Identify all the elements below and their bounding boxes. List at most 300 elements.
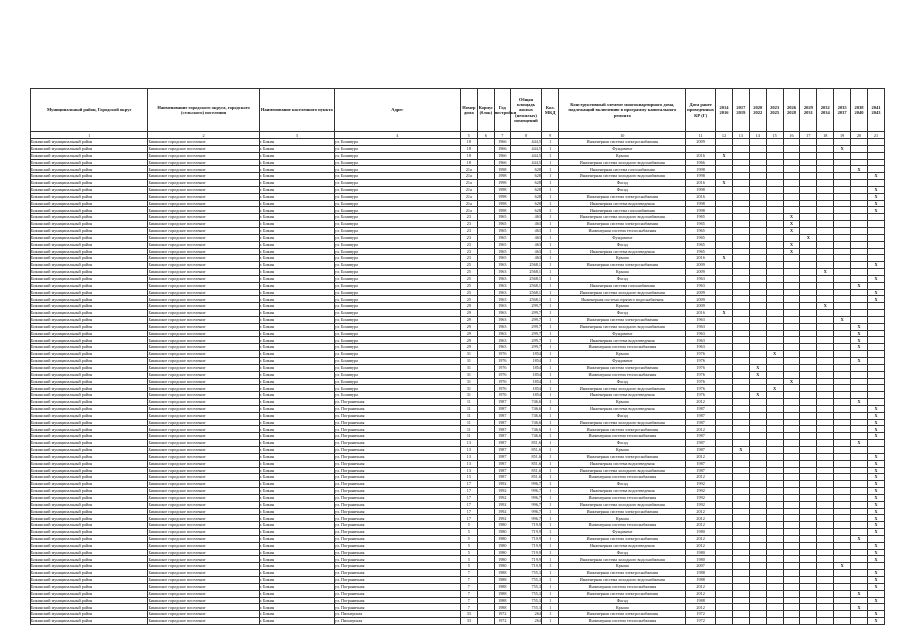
period-cell: [817, 440, 834, 447]
period-cell: [817, 344, 834, 351]
area-cell: 746,6: [511, 399, 542, 406]
mkd-count-cell: 1: [541, 227, 559, 234]
period-cell: [851, 241, 868, 248]
period-cell: [800, 583, 817, 590]
period-cell: [766, 604, 783, 611]
settlement-cell: Бикинское городское поселение: [148, 351, 259, 358]
period-cell: [817, 412, 834, 419]
prev-repair-year-cell: 2016: [686, 310, 716, 317]
period-cell: [834, 556, 851, 563]
house-number-cell: 21а: [460, 180, 478, 187]
house-number-cell: 13: [460, 460, 478, 467]
element-cell: Фасад: [559, 180, 686, 187]
period-cell: [732, 282, 749, 289]
period-cell: [732, 248, 749, 255]
area-cell: 851,6: [511, 440, 542, 447]
house-number-cell: 29: [460, 323, 478, 330]
period-cell: [834, 351, 851, 358]
period-cell: [766, 618, 783, 625]
period-cell: [749, 611, 766, 618]
period-cell: X: [851, 166, 868, 173]
prev-repair-year-cell: 1992: [686, 494, 716, 501]
mkd-count-cell: 1: [541, 173, 559, 180]
period-cell: [800, 399, 817, 406]
table-row: [31, 139, 885, 146]
settlement-cell: Бикинское городское поселение: [148, 364, 259, 371]
mkd-count-cell: 1: [541, 344, 559, 351]
period-cell: [766, 221, 783, 228]
year-built-cell: 1987: [494, 467, 510, 474]
house-number-cell: 18: [460, 139, 478, 146]
period-cell: [800, 549, 817, 556]
period-cell: [800, 310, 817, 317]
settlement-cell: Бикинское городское поселение: [148, 166, 259, 173]
period-cell: [749, 405, 766, 412]
town-cell: г. Бикин: [259, 433, 334, 440]
period-cell: [834, 405, 851, 412]
element-cell: Инженерная система горячего водоснабжения: [559, 296, 686, 303]
year-built-cell: 1965: [494, 221, 510, 228]
element-cell: Инженерная система теплоснабжения: [559, 522, 686, 529]
period-cell: [732, 152, 749, 159]
period-cell: [732, 467, 749, 474]
street-cell: ул. Пограничная: [334, 583, 460, 590]
period-cell: [867, 378, 884, 385]
element-cell: Крыша: [559, 399, 686, 406]
period-cell: [834, 590, 851, 597]
area-cell: 2568,1: [511, 289, 542, 296]
column-header: 2029 2031: [800, 89, 817, 132]
period-cell: [834, 392, 851, 399]
prev-repair-year-cell: 1976: [686, 378, 716, 385]
table-row: [31, 467, 885, 474]
period-cell: [800, 488, 817, 495]
period-cell: [834, 180, 851, 187]
table-row: [31, 214, 885, 221]
area-cell: 755,3: [511, 597, 542, 604]
house-number-cell: 21а: [460, 186, 478, 193]
period-cell: [817, 221, 834, 228]
period-cell: [749, 460, 766, 467]
period-cell: [783, 310, 800, 317]
element-cell: Инженерная система электроснабжения: [559, 508, 686, 515]
house-number-cell: 11: [460, 433, 478, 440]
street-cell: ул. Бонивура: [334, 248, 460, 255]
area-cell: 444,5: [511, 159, 542, 166]
mkd-count-cell: 1: [541, 186, 559, 193]
year-built-cell: 1992: [494, 488, 510, 495]
period-cell: [749, 152, 766, 159]
column-header: 2020 2022: [749, 89, 766, 132]
settlement-cell: Бикинское городское поселение: [148, 433, 259, 440]
period-cell: [732, 358, 749, 365]
period-cell: [716, 522, 733, 529]
period-cell: [800, 248, 817, 255]
table-row: [31, 535, 885, 542]
element-cell: Фундамент: [559, 358, 686, 365]
table-row: [31, 330, 885, 337]
period-cell: X: [867, 494, 884, 501]
element-cell: Инженерная система электроснабжения: [559, 590, 686, 597]
period-cell: [867, 440, 884, 447]
period-cell: [867, 269, 884, 276]
building-cell: [478, 508, 494, 515]
building-cell: [478, 275, 494, 282]
period-cell: [783, 159, 800, 166]
prev-repair-year-cell: 1965: [686, 241, 716, 248]
period-cell: [817, 460, 834, 467]
prev-repair-year-cell: 2007: [686, 563, 716, 570]
year-built-cell: 1972: [494, 618, 510, 625]
building-cell: [478, 529, 494, 536]
district-cell: Бикинский муниципальный район: [31, 440, 148, 447]
period-cell: [749, 282, 766, 289]
district-cell: Бикинский муниципальный район: [31, 577, 148, 584]
period-cell: [783, 426, 800, 433]
period-cell: [817, 563, 834, 570]
settlement-cell: Бикинское городское поселение: [148, 583, 259, 590]
period-cell: [817, 481, 834, 488]
period-cell: [749, 549, 766, 556]
street-cell: ул. Бонивура: [334, 282, 460, 289]
table-row: [31, 549, 885, 556]
year-built-cell: 1988: [494, 597, 510, 604]
district-cell: Бикинский муниципальный район: [31, 262, 148, 269]
element-cell: Инженерная система теплоснабжения: [559, 583, 686, 590]
period-cell: [851, 303, 868, 310]
period-cell: X: [867, 433, 884, 440]
mkd-count-cell: 1: [541, 358, 559, 365]
prev-repair-year-cell: 1976: [686, 392, 716, 399]
table-row: [31, 481, 885, 488]
district-cell: Бикинский муниципальный район: [31, 337, 148, 344]
element-cell: Инженерная система газоснабжения: [559, 166, 686, 173]
period-cell: [766, 412, 783, 419]
period-cell: [766, 159, 783, 166]
year-built-cell: 1972: [494, 611, 510, 618]
period-cell: [834, 255, 851, 262]
district-cell: Бикинский муниципальный район: [31, 310, 148, 317]
prev-repair-year-cell: 1987: [686, 433, 716, 440]
year-built-cell: 1965: [494, 255, 510, 262]
street-cell: ул. Пограничная: [334, 474, 460, 481]
element-cell: Инженерная система теплоснабжения: [559, 618, 686, 625]
period-cell: [766, 515, 783, 522]
district-cell: Бикинский муниципальный район: [31, 467, 148, 474]
period-cell: [817, 234, 834, 241]
period-cell: [716, 241, 733, 248]
period-cell: [834, 310, 851, 317]
mkd-count-cell: 1: [541, 269, 559, 276]
period-cell: [732, 323, 749, 330]
area-cell: 1854: [511, 371, 542, 378]
period-cell: X: [867, 460, 884, 467]
period-cell: [800, 337, 817, 344]
town-cell: г. Бикин: [259, 481, 334, 488]
period-cell: [783, 474, 800, 481]
period-cell: [851, 570, 868, 577]
period-cell: [800, 289, 817, 296]
town-cell: г. Бикин: [259, 316, 334, 323]
street-cell: ул. Пограничная: [334, 419, 460, 426]
house-number-cell: 23: [460, 241, 478, 248]
street-cell: ул. Бонивура: [334, 152, 460, 159]
settlement-cell: Бикинское городское поселение: [148, 282, 259, 289]
element-cell: Фасад: [559, 481, 686, 488]
prev-repair-year-cell: 1963: [686, 282, 716, 289]
period-cell: [800, 221, 817, 228]
period-cell: [834, 488, 851, 495]
table-row: [31, 563, 885, 570]
period-cell: X: [867, 583, 884, 590]
year-built-cell: 1980: [494, 549, 510, 556]
period-cell: [716, 269, 733, 276]
area-cell: 851,6: [511, 453, 542, 460]
period-cell: [783, 556, 800, 563]
house-number-cell: 11: [460, 405, 478, 412]
mkd-count-cell: 1: [541, 583, 559, 590]
settlement-cell: Бикинское городское поселение: [148, 193, 259, 200]
period-cell: [732, 207, 749, 214]
period-cell: [834, 597, 851, 604]
period-cell: [732, 460, 749, 467]
period-cell: [817, 522, 834, 529]
period-cell: [766, 474, 783, 481]
period-cell: X: [716, 180, 733, 187]
house-number-cell: 15: [460, 474, 478, 481]
period-cell: [783, 460, 800, 467]
column-header: Адрес: [334, 89, 460, 132]
period-cell: [716, 159, 733, 166]
period-cell: [834, 234, 851, 241]
period-cell: [834, 296, 851, 303]
period-cell: [817, 611, 834, 618]
house-number-cell: 5: [460, 549, 478, 556]
mkd-count-cell: 1: [541, 405, 559, 412]
period-cell: [732, 590, 749, 597]
prev-repair-year-cell: 2009: [686, 269, 716, 276]
building-cell: [478, 440, 494, 447]
district-cell: Бикинский муниципальный район: [31, 364, 148, 371]
period-cell: [851, 405, 868, 412]
column-header: Наименование городского округа, городского (сельского) поселения: [148, 89, 259, 132]
period-cell: [766, 501, 783, 508]
house-number-cell: 29: [460, 330, 478, 337]
period-cell: [749, 618, 766, 625]
period-cell: [867, 392, 884, 399]
period-cell: [817, 392, 834, 399]
prev-repair-year-cell: 1988: [686, 597, 716, 604]
period-cell: [732, 556, 749, 563]
area-cell: 755,3: [511, 570, 542, 577]
street-cell: ул. Пограничная: [334, 577, 460, 584]
period-cell: [749, 296, 766, 303]
period-cell: [783, 399, 800, 406]
period-cell: [867, 139, 884, 146]
period-cell: X: [867, 556, 884, 563]
house-number-cell: 13: [460, 440, 478, 447]
period-cell: [783, 618, 800, 625]
settlement-cell: Бикинское городское поселение: [148, 508, 259, 515]
settlement-cell: Бикинское городское поселение: [148, 412, 259, 419]
mkd-count-cell: 1: [541, 563, 559, 570]
period-cell: [834, 152, 851, 159]
mkd-count-cell: 1: [541, 152, 559, 159]
period-cell: [867, 303, 884, 310]
street-cell: ул. Бонивура: [334, 296, 460, 303]
period-cell: [732, 481, 749, 488]
period-cell: [766, 392, 783, 399]
area-cell: 746,6: [511, 433, 542, 440]
period-cell: [800, 255, 817, 262]
table-row: [31, 248, 885, 255]
district-cell: Бикинский муниципальный район: [31, 549, 148, 556]
period-cell: [732, 139, 749, 146]
district-cell: Бикинский муниципальный район: [31, 358, 148, 365]
house-number-cell: 21а: [460, 193, 478, 200]
area-cell: 264: [511, 618, 542, 625]
period-cell: [800, 262, 817, 269]
period-cell: [749, 316, 766, 323]
mkd-count-cell: 1: [541, 488, 559, 495]
town-cell: г. Бикин: [259, 535, 334, 542]
district-cell: Бикинский муниципальный район: [31, 535, 148, 542]
period-cell: [800, 453, 817, 460]
period-cell: [783, 405, 800, 412]
street-cell: ул. Бонивура: [334, 275, 460, 282]
year-built-cell: 1980: [494, 535, 510, 542]
prev-repair-year-cell: 2016: [686, 193, 716, 200]
building-cell: [478, 467, 494, 474]
period-cell: [766, 214, 783, 221]
town-cell: г. Бикин: [259, 330, 334, 337]
building-cell: [478, 152, 494, 159]
period-cell: [834, 419, 851, 426]
year-built-cell: 1987: [494, 446, 510, 453]
period-cell: [817, 597, 834, 604]
district-cell: Бикинский муниципальный район: [31, 399, 148, 406]
period-cell: [749, 337, 766, 344]
house-number-cell: 25: [460, 289, 478, 296]
period-cell: [749, 358, 766, 365]
street-cell: ул. Бонивура: [334, 371, 460, 378]
area-cell: 719,9: [511, 549, 542, 556]
building-cell: [478, 392, 494, 399]
table-row: [31, 173, 885, 180]
building-cell: [478, 371, 494, 378]
period-cell: [783, 323, 800, 330]
district-cell: Бикинский муниципальный район: [31, 248, 148, 255]
settlement-cell: Бикинское городское поселение: [148, 296, 259, 303]
period-cell: [732, 529, 749, 536]
building-cell: [478, 535, 494, 542]
period-cell: [851, 515, 868, 522]
period-cell: [766, 378, 783, 385]
period-cell: [783, 207, 800, 214]
area-cell: 444,5: [511, 152, 542, 159]
district-cell: Бикинский муниципальный район: [31, 316, 148, 323]
table-row: [31, 180, 885, 187]
period-cell: [851, 542, 868, 549]
table-row: [31, 515, 885, 522]
table-row: [31, 433, 885, 440]
town-cell: г. Бикин: [259, 269, 334, 276]
period-cell: [867, 371, 884, 378]
period-cell: [783, 152, 800, 159]
building-cell: [478, 577, 494, 584]
column-number: 4: [334, 132, 460, 139]
period-cell: [716, 214, 733, 221]
period-cell: [716, 419, 733, 426]
period-cell: [749, 255, 766, 262]
area-cell: 746,6: [511, 426, 542, 433]
district-cell: Бикинский муниципальный район: [31, 604, 148, 611]
period-cell: [766, 529, 783, 536]
prev-repair-year-cell: 1963: [686, 316, 716, 323]
settlement-cell: Бикинское городское поселение: [148, 522, 259, 529]
house-number-cell: 5: [460, 522, 478, 529]
period-cell: [732, 453, 749, 460]
period-cell: [749, 508, 766, 515]
period-cell: [817, 275, 834, 282]
period-cell: [732, 351, 749, 358]
period-cell: [766, 494, 783, 501]
street-cell: ул. Пограничная: [334, 590, 460, 597]
period-cell: [800, 344, 817, 351]
table-row: [31, 583, 885, 590]
period-cell: [867, 385, 884, 392]
period-cell: [732, 570, 749, 577]
period-cell: [783, 344, 800, 351]
period-cell: [783, 563, 800, 570]
period-cell: [783, 522, 800, 529]
column-number: 15: [766, 132, 783, 139]
period-cell: [716, 453, 733, 460]
period-cell: [766, 508, 783, 515]
period-cell: X: [851, 440, 868, 447]
prev-repair-year-cell: 2012: [686, 542, 716, 549]
year-built-cell: 1992: [494, 501, 510, 508]
period-cell: [851, 152, 868, 159]
table-row: [31, 494, 885, 501]
period-cell: X: [716, 255, 733, 262]
table-row: [31, 351, 885, 358]
settlement-cell: Бикинское городское поселение: [148, 323, 259, 330]
period-cell: [732, 494, 749, 501]
settlement-cell: Бикинское городское поселение: [148, 275, 259, 282]
period-cell: [817, 330, 834, 337]
building-cell: [478, 460, 494, 467]
town-cell: г. Бикин: [259, 344, 334, 351]
town-cell: г. Бикин: [259, 542, 334, 549]
prev-repair-year-cell: 1963: [686, 275, 716, 282]
district-cell: Бикинский муниципальный район: [31, 433, 148, 440]
building-cell: [478, 597, 494, 604]
street-cell: ул. Бонивура: [334, 255, 460, 262]
year-built-cell: 1987: [494, 419, 510, 426]
mkd-count-cell: 1: [541, 234, 559, 241]
area-cell: 755,3: [511, 590, 542, 597]
prev-repair-year-cell: 1965: [686, 227, 716, 234]
element-cell: Инженерная система холодного водоснабжения: [559, 173, 686, 180]
year-built-cell: 1987: [494, 440, 510, 447]
period-cell: [749, 529, 766, 536]
period-cell: X: [834, 316, 851, 323]
street-cell: ул. Бонивура: [334, 358, 460, 365]
period-cell: [800, 186, 817, 193]
period-cell: [716, 604, 733, 611]
period-cell: [800, 392, 817, 399]
